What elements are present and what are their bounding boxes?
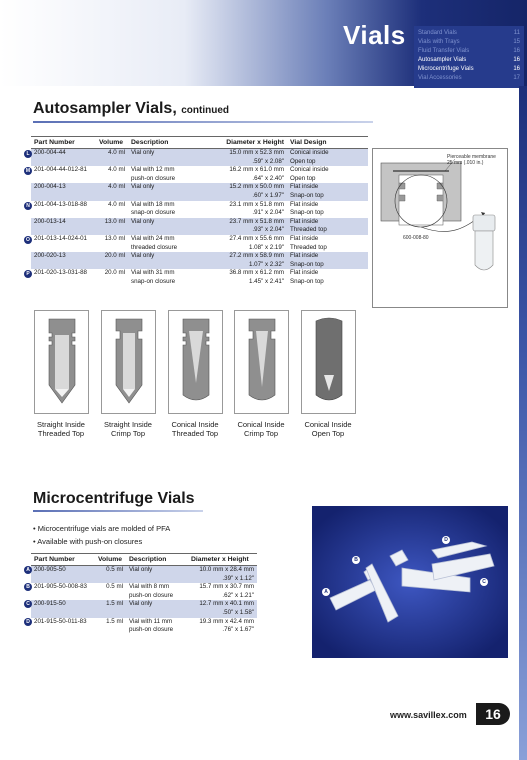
- table-row: [31, 278, 368, 287]
- table-row: [31, 201, 368, 210]
- vial-straight-crimp-icon: [102, 311, 155, 413]
- table-row: [31, 166, 368, 175]
- col-volume: Volume: [96, 137, 128, 149]
- table-cell: .59" x 2.08": [212, 158, 287, 167]
- table-cell: 200-013-14: [31, 218, 96, 227]
- table-cell: 15.2 mm x 50.0 mm: [212, 183, 287, 192]
- table-cell: snap-on closure: [131, 277, 176, 285]
- vial-type-caption: [162, 420, 228, 438]
- micro-col-part-number: Part Number: [31, 554, 95, 566]
- vial-type-caption: [228, 420, 294, 438]
- table-cell: Open top: [290, 174, 316, 182]
- table-cell: Vial with 12 mm: [131, 166, 175, 174]
- table-cell: Threaded top: [287, 226, 368, 235]
- row-marker: B: [24, 583, 32, 591]
- table-cell: Open top: [287, 158, 368, 167]
- table-cell: 12.7 mm x 40.1 mm: [188, 600, 257, 609]
- table-cell: [96, 244, 128, 253]
- table-cell: .76" x 1.67": [222, 626, 254, 634]
- table-cell: [95, 575, 126, 584]
- table-row: [31, 592, 257, 601]
- table-cell: [31, 626, 95, 635]
- micro-bullet-1: • Microcentrifuge vials are molded of PFA: [33, 524, 171, 533]
- table-cell: Snap-on top: [290, 277, 324, 285]
- figure-part-label: 600-008-80: [403, 235, 429, 241]
- table-cell: 201-004-13-018-88: [34, 200, 87, 208]
- vial-photo-conical-crimp: [234, 310, 289, 414]
- row-marker: C: [24, 600, 32, 608]
- table-cell: [31, 609, 95, 618]
- table-cell: 201-915-50-011-83: [34, 617, 87, 625]
- table-row: [31, 218, 368, 227]
- table-cell: 20.0 ml: [104, 269, 125, 277]
- table-cell: 200-004-13: [31, 183, 96, 192]
- table-row: [31, 626, 257, 635]
- table-cell: 4.0 ml: [96, 149, 128, 158]
- vial-caption-line2: Threaded Top: [37, 429, 85, 438]
- table-row: [31, 235, 368, 244]
- table-row: [31, 244, 368, 253]
- table-cell: 23.7 mm x 51.8 mm: [212, 218, 287, 227]
- row-marker: N: [24, 202, 32, 210]
- vial-caption-line2: Open Top: [311, 429, 345, 438]
- vial-photo-conical-open: [301, 310, 356, 414]
- autosampler-title-suffix: continued: [181, 105, 229, 116]
- photo-label: C: [480, 578, 488, 586]
- menu-item[interactable]: [418, 47, 520, 56]
- table-cell: 27.2 mm x 58.9 mm: [212, 252, 287, 261]
- table-cell: Flat inside: [287, 183, 368, 192]
- table-cell: [96, 192, 128, 201]
- table-cell: 13.0 ml: [104, 234, 125, 242]
- closure-cross-section: [373, 149, 509, 309]
- table-cell: [96, 278, 128, 287]
- table-cell: 15.7 mm x 30.7 mm: [199, 583, 254, 591]
- table-cell: [96, 158, 128, 167]
- menu-item[interactable]: [418, 65, 520, 74]
- footer-url[interactable]: www.savillex.com: [390, 710, 467, 720]
- menu-item-label: Microcentrifuge Vials: [418, 66, 474, 72]
- autosampler-table: [31, 136, 368, 287]
- vial-type-caption: [295, 420, 361, 438]
- membrane-label: Pierceable membrane: [447, 154, 496, 160]
- row-marker: L: [24, 150, 32, 158]
- table-cell: snap-on closure: [131, 209, 176, 217]
- table-cell: 200-915-50: [31, 600, 95, 609]
- table-cell: push-on closure: [129, 626, 174, 634]
- table-cell: [128, 192, 212, 201]
- menu-item-page: 16: [513, 66, 520, 72]
- table-row: [31, 209, 368, 218]
- page-title: Vials: [343, 20, 406, 50]
- table-cell: 4.0 ml: [108, 200, 125, 208]
- micro-table: [31, 553, 257, 635]
- micro-bullet-1-text: Microcentrifuge vials are molded of PFA: [37, 524, 171, 533]
- table-row: [31, 566, 257, 575]
- micro-col-dimensions: Diameter x Height: [188, 554, 257, 566]
- section-rule: [33, 121, 373, 123]
- table-cell: Vial only: [126, 566, 188, 575]
- table-cell: 200-020-13: [31, 252, 96, 261]
- photo-label: B: [352, 556, 360, 564]
- table-row: [31, 600, 257, 609]
- vial-caption-line2: Threaded Top: [171, 429, 219, 438]
- table-cell: .39" x 1.12": [188, 575, 257, 584]
- table-cell: Vial with 18 mm: [131, 200, 175, 208]
- table-row: [31, 252, 368, 261]
- table-cell: threaded closure: [131, 243, 178, 251]
- table-cell: 201-905-50-008-83: [34, 583, 87, 591]
- table-cell: 201-013-14-024-01: [34, 234, 87, 242]
- menu-item-page: 15: [513, 39, 520, 45]
- table-row: [31, 269, 368, 278]
- vial-conical-threaded-icon: [169, 311, 222, 413]
- row-marker: A: [24, 566, 32, 574]
- table-row: [31, 618, 257, 627]
- table-cell: Snap-on top: [287, 261, 368, 270]
- micro-title: Microcentrifuge Vials: [33, 490, 195, 507]
- table-cell: Vial only: [128, 252, 212, 261]
- table-cell: [95, 626, 126, 635]
- micro-col-volume: Volume: [95, 554, 126, 566]
- table-cell: 4.0 ml: [108, 166, 125, 174]
- vial-conical-open-icon: [302, 311, 355, 413]
- table-cell: [128, 158, 212, 167]
- table-cell: 201-004-44-012-81: [34, 166, 87, 174]
- table-cell: Vial with 8 mm: [129, 583, 170, 591]
- table-row: [31, 149, 368, 158]
- table-cell: .91" x 2.04": [252, 209, 284, 217]
- table-cell: 36.8 mm x 61.2 mm: [229, 269, 284, 277]
- table-row: [31, 192, 368, 201]
- vial-caption-line2: Crimp Top: [110, 429, 146, 438]
- menu-item-page: 16: [513, 57, 520, 63]
- table-cell: Threaded top: [290, 243, 327, 251]
- table-cell: 13.0 ml: [96, 218, 128, 227]
- closure-diagram: [372, 148, 508, 308]
- table-cell: 0.5 ml: [95, 566, 126, 575]
- vial-type-caption: [95, 420, 161, 438]
- table-cell: 16.2 mm x 61.0 mm: [229, 166, 284, 174]
- section-menu: [414, 26, 524, 88]
- table-cell: [31, 226, 96, 235]
- table-cell: [31, 175, 96, 184]
- vial-straight-threaded-icon: [35, 311, 88, 413]
- table-cell: [96, 209, 128, 218]
- table-cell: Flat inside: [290, 234, 319, 242]
- table-cell: [31, 244, 96, 253]
- micro-col-description: Description: [126, 554, 188, 566]
- col-part-number: Part Number: [31, 137, 96, 149]
- table-row: [31, 183, 368, 192]
- vial-caption-line1: Conical Inside: [171, 420, 219, 429]
- menu-item-page: 17: [513, 75, 520, 81]
- vial-caption-line2: Crimp Top: [243, 429, 279, 438]
- table-cell: .50" x 1.58": [188, 609, 257, 618]
- col-description: Description: [128, 137, 212, 149]
- table-cell: [31, 592, 95, 601]
- table-cell: [31, 575, 95, 584]
- table-row: [31, 261, 368, 270]
- menu-item-label: Vials with Trays: [418, 39, 460, 45]
- table-cell: .60" x 1.97": [212, 192, 287, 201]
- table-cell: 1.08" x 2.19": [248, 243, 284, 251]
- table-row: [31, 609, 257, 618]
- vial-photo-straight-threaded: [34, 310, 89, 414]
- table-cell: 200-905-50: [31, 566, 95, 575]
- table-cell: push-on closure: [129, 591, 174, 599]
- table-cell: Vial only: [128, 218, 212, 227]
- photo-label: D: [442, 536, 450, 544]
- table-cell: 1.5 ml: [95, 600, 126, 609]
- table-cell: [128, 261, 212, 270]
- row-marker: M: [25, 168, 31, 175]
- autosampler-title: [33, 100, 229, 118]
- table-cell: [95, 609, 126, 618]
- table-cell: .64" x 2.40": [252, 174, 284, 182]
- menu-item-label: Vial Accessories: [418, 75, 462, 81]
- table-cell: Vial only: [126, 600, 188, 609]
- microcentrifuge-photo: [312, 506, 508, 658]
- table-cell: Snap-on top: [290, 209, 324, 217]
- vial-caption-line1: Conical Inside: [237, 420, 285, 429]
- table-cell: 20.0 ml: [96, 252, 128, 261]
- table-cell: 201-020-13-031-88: [34, 269, 87, 277]
- col-dimensions: Diameter x Height: [212, 137, 287, 149]
- table-cell: Vial with 11 mm: [129, 617, 173, 625]
- table-cell: [126, 575, 188, 584]
- photo-label: A: [322, 588, 330, 596]
- vial-photo-straight-crimp: [101, 310, 156, 414]
- table-header-row: [31, 137, 368, 149]
- menu-item-label: Fluid Transfer Vials: [418, 48, 470, 54]
- table-cell: 1.45" x 2.41": [248, 277, 284, 285]
- table-cell: 27.4 mm x 55.6 mm: [229, 234, 284, 242]
- table-cell: Flat inside: [290, 200, 319, 208]
- col-vial-design: Vial Design: [287, 137, 368, 149]
- vial-photo-conical-threaded: [168, 310, 223, 414]
- table-row: [31, 583, 257, 592]
- table-cell: [31, 158, 96, 167]
- table-row: [31, 175, 368, 184]
- micro-header-row: [31, 554, 257, 566]
- table-cell: [95, 592, 126, 601]
- table-cell: [128, 226, 212, 235]
- table-cell: [31, 261, 96, 270]
- micro-rule: [33, 510, 203, 512]
- micro-bullet-2: • Available with push-on closures: [33, 537, 143, 546]
- row-marker: D: [24, 618, 32, 626]
- table-row: [31, 226, 368, 235]
- table-cell: Vial only: [128, 183, 212, 192]
- table-row: [31, 575, 257, 584]
- menu-item[interactable]: [418, 38, 520, 47]
- membrane-size-label: 25 mm (.010 in.): [447, 160, 484, 166]
- table-cell: 10.0 mm x 28.4 mm: [188, 566, 257, 575]
- vial-type-caption: [28, 420, 94, 438]
- table-cell: 19.3 mm x 42.4 mm: [199, 617, 254, 625]
- table-cell: Vial with 31 mm: [131, 269, 175, 277]
- page-number: 16: [476, 703, 510, 725]
- table-cell: 0.5 ml: [106, 583, 123, 591]
- side-strip: [519, 86, 527, 760]
- menu-item-page: 11: [513, 30, 520, 36]
- menu-item-label: Standard Vials: [418, 30, 457, 36]
- table-cell: 4.0 ml: [96, 183, 128, 192]
- row-marker: P: [24, 270, 32, 278]
- table-cell: 1.07" x 2.32": [212, 261, 287, 270]
- table-cell: 1.5 ml: [106, 617, 123, 625]
- table-cell: [96, 226, 128, 235]
- vial-conical-crimp-icon: [235, 311, 288, 413]
- vial-caption-line1: Conical Inside: [304, 420, 352, 429]
- table-cell: 200-004-44: [31, 149, 96, 158]
- row-marker: O: [24, 236, 32, 244]
- menu-item-label: Autosampler Vials: [418, 57, 467, 63]
- table-cell: Snap-on top: [287, 192, 368, 201]
- table-cell: [96, 175, 128, 184]
- table-cell: .93" x 2.04": [212, 226, 287, 235]
- table-cell: Flat inside: [287, 218, 368, 227]
- menu-item[interactable]: [418, 29, 520, 38]
- table-cell: push-on closure: [131, 174, 176, 182]
- menu-item[interactable]: [418, 74, 520, 83]
- table-cell: Flat inside: [290, 269, 319, 277]
- vial-caption-line1: Straight Inside: [104, 420, 152, 429]
- table-cell: [31, 278, 96, 287]
- menu-item-page: 16: [513, 48, 520, 54]
- table-cell: Vial with 24 mm: [131, 234, 175, 242]
- table-cell: 23.1 mm x 51.8 mm: [229, 200, 284, 208]
- vial-caption-line1: Straight Inside: [37, 420, 85, 429]
- table-cell: Conical inside: [290, 166, 329, 174]
- table-cell: [126, 609, 188, 618]
- table-cell: [96, 261, 128, 270]
- table-cell: Vial only: [128, 149, 212, 158]
- table-cell: 15.0 mm x 52.3 mm: [212, 149, 287, 158]
- micro-bullet-2-text: Available with push-on closures: [37, 537, 143, 546]
- table-cell: [31, 209, 96, 218]
- table-cell: Conical inside: [287, 149, 368, 158]
- autosampler-title-text: Autosampler Vials,: [33, 100, 177, 117]
- table-cell: .62" x 1.21": [222, 591, 254, 599]
- table-cell: [31, 192, 96, 201]
- table-row: [31, 158, 368, 167]
- table-cell: Flat inside: [287, 252, 368, 261]
- menu-item[interactable]: [418, 56, 520, 65]
- microcentrifuge-vials-image: [312, 506, 508, 658]
